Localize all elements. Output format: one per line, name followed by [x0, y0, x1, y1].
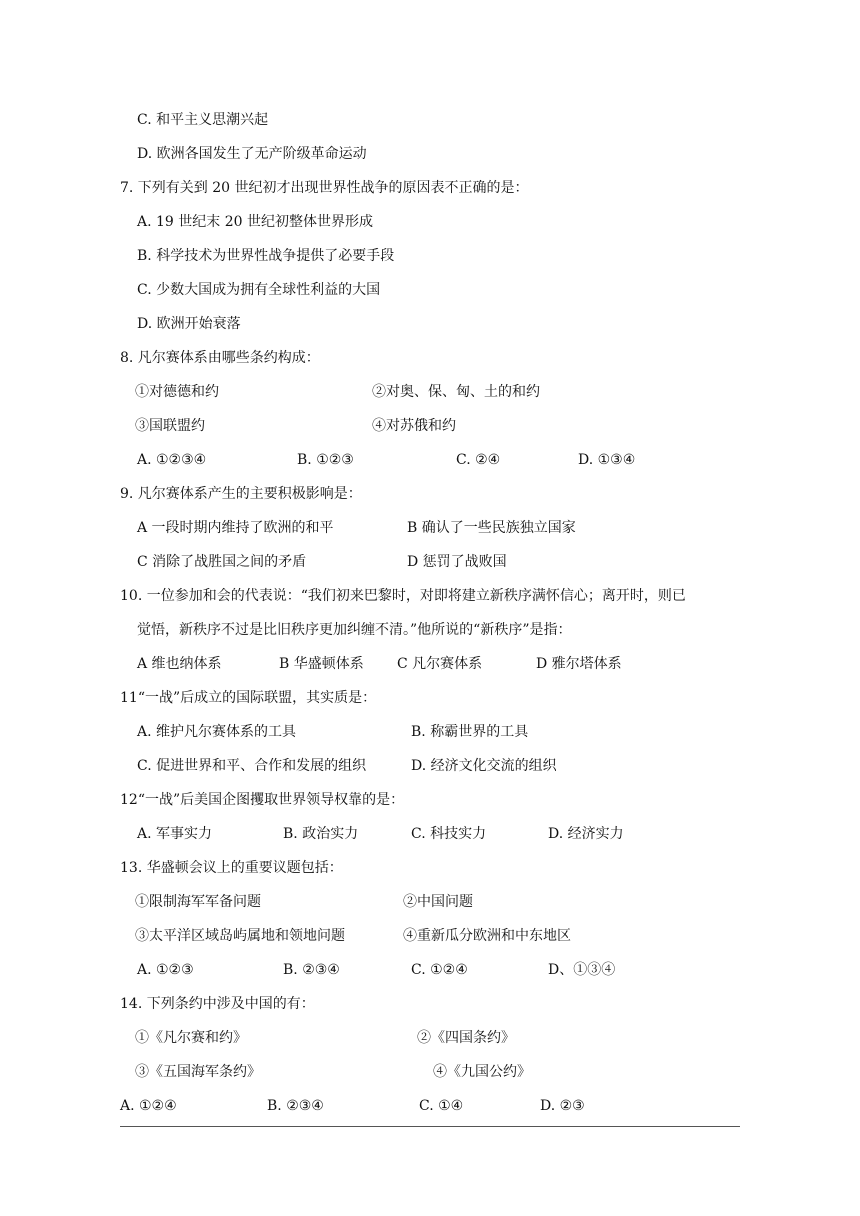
q14-item-1: ①《凡尔赛和约》 [135, 1030, 247, 1046]
q9-stem: 9. 凡尔赛体系产生的主要积极影响是： [120, 486, 362, 502]
q10-option-d: D 雅尔塔体系 [536, 656, 622, 672]
q13-item-3: ③太平洋区域岛屿属地和领地问题 [135, 928, 345, 944]
q8-item-3: ③国联盟约 [135, 418, 205, 434]
q10-stem-line-2: 觉悟，新秩序不过是比旧秩序更加纠缠不清。”他所说的“新秩序”是指： [137, 622, 572, 638]
q8-item-1: ①对德德和约 [135, 384, 219, 400]
q13-option-c: C. ①②④ [411, 962, 468, 978]
q8-option-a: A. ①②③④ [137, 452, 207, 468]
q14-stem: 14. 下列条约中涉及中国的有： [120, 996, 315, 1012]
q6-option-d: D. 欧洲各国发生了无产阶级革命运动 [137, 146, 367, 162]
q7-option-d: D. 欧洲开始衰落 [137, 316, 241, 332]
q11-option-c: C. 促进世界和平、合作和发展的组织 [137, 758, 367, 774]
q14-option-a: A. ①②④ [120, 1098, 177, 1114]
q8-item-2: ②对奥、保、匈、土的和约 [372, 384, 540, 400]
q7-stem: 7. 下列有关到 20 世纪初才出现世界性战争的原因表不正确的是： [120, 180, 529, 196]
q14-option-b: B. ②③④ [267, 1098, 324, 1114]
q6-option-c: C. 和平主义思潮兴起 [137, 112, 269, 128]
q10-option-b: B 华盛顿体系 [279, 656, 364, 672]
q11-option-d: D. 经济文化交流的组织 [411, 758, 557, 774]
q13-stem: 13. 华盛顿会议上的重要议题包括： [120, 860, 343, 876]
q9-option-c: C 消除了战胜国之间的矛盾 [137, 554, 307, 570]
q13-option-b: B. ②③④ [283, 962, 340, 978]
q8-option-b: B. ①②③ [297, 452, 354, 468]
q8-item-4: ④对苏俄和约 [372, 418, 456, 434]
q13-item-1: ①限制海军军备问题 [135, 894, 261, 910]
q11-stem: 11“一战”后成立的国际联盟，其实质是： [120, 690, 377, 706]
q11-option-b: B. 称霸世界的工具 [411, 724, 529, 740]
q13-option-d: D、①③④ [548, 962, 616, 978]
q12-option-d: D. 经济实力 [548, 826, 624, 842]
q14-item-2: ②《四国条约》 [417, 1030, 515, 1046]
q9-option-d: D 惩罚了战败国 [407, 554, 507, 570]
q11-option-a: A. 维护凡尔赛体系的工具 [137, 724, 297, 740]
q7-option-a: A. 19 世纪末 20 世纪初整体世界形成 [137, 214, 373, 230]
q9-option-b: B 确认了一些民族独立国家 [407, 520, 576, 536]
q13-item-4: ④重新瓜分欧洲和中东地区 [403, 928, 571, 944]
q7-option-b: B. 科学技术为世界性战争提供了必要手段 [137, 248, 395, 264]
q14-option-d: D. ②③ [540, 1098, 585, 1114]
q8-option-d: D. ①③④ [578, 452, 636, 468]
q7-option-c: C. 少数大国成为拥有全球性利益的大国 [137, 282, 381, 298]
footer-divider [120, 1126, 740, 1127]
q14-option-c: C. ①④ [419, 1098, 464, 1114]
q10-stem-line-1: 10. 一位参加和会的代表说：“我们初来巴黎时，对即将建立新秩序满怀信心；离开时，则已 [120, 588, 686, 604]
q12-option-c: C. 科技实力 [411, 826, 487, 842]
q10-option-c: C 凡尔赛体系 [397, 656, 483, 672]
q12-option-b: B. 政治实力 [283, 826, 359, 842]
q14-item-4: ④《九国公约》 [433, 1064, 531, 1080]
q13-item-2: ②中国问题 [403, 894, 473, 910]
q9-option-a: A 一段时期内维持了欧洲的和平 [137, 520, 334, 536]
q10-option-a: A 维也纳体系 [137, 656, 222, 672]
q13-option-a: A. ①②③ [137, 962, 194, 978]
q8-stem: 8. 凡尔赛体系由哪些条约构成： [120, 350, 320, 366]
q12-option-a: A. 军事实力 [137, 826, 213, 842]
q12-stem: 12“一战”后美国企图攫取世界领导权靠的是： [120, 792, 405, 808]
q14-item-3: ③《五国海军条约》 [135, 1064, 261, 1080]
q8-option-c: C. ②④ [456, 452, 501, 468]
